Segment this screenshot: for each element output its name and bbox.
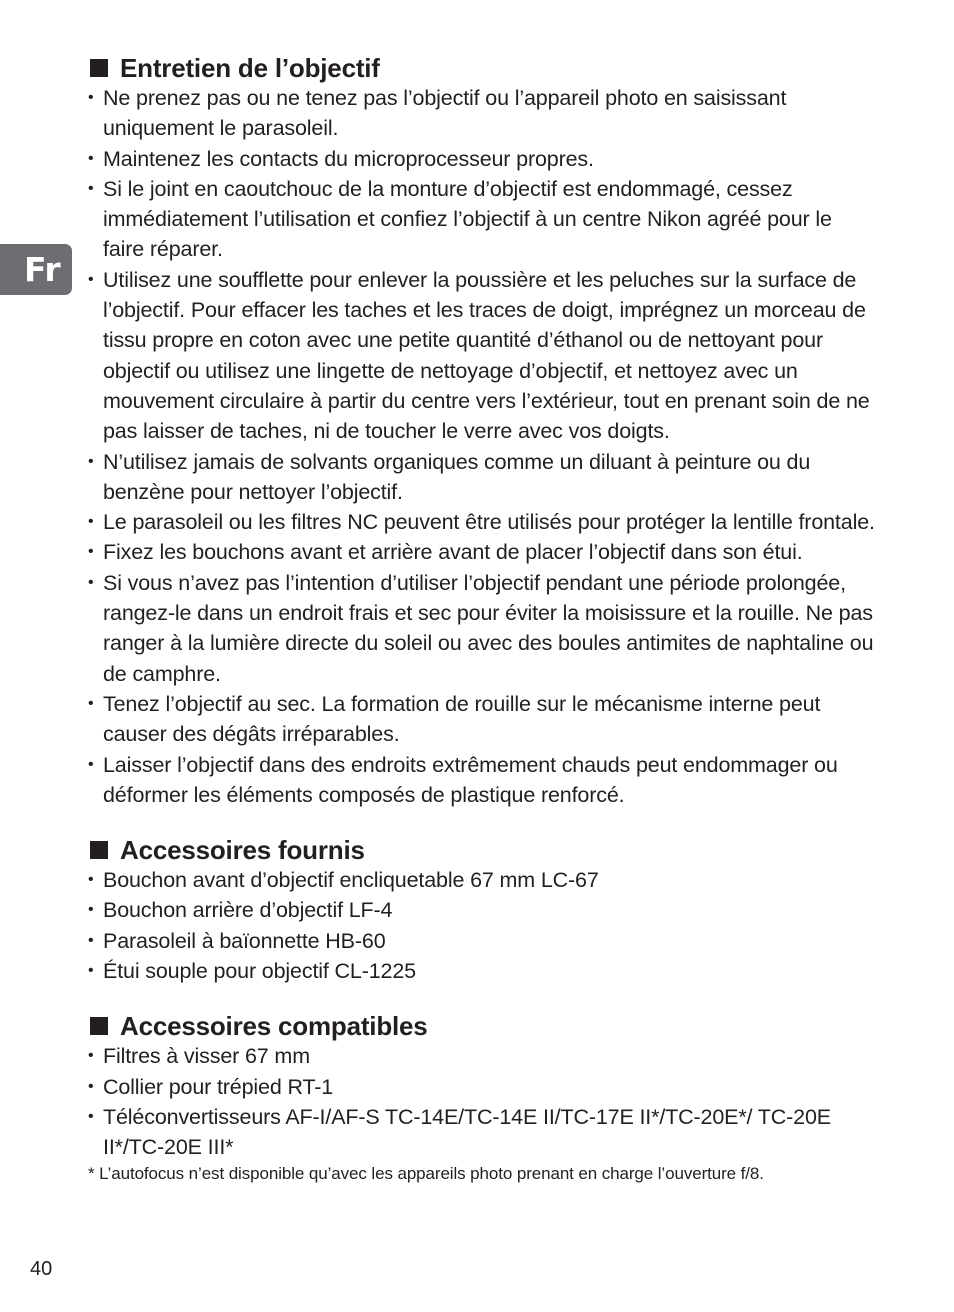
list-item: • Parasoleil à baïonnette HB-60: [88, 926, 878, 956]
section-lens-maintenance: [88, 52, 878, 810]
list-item: • Bouchon arrière d’objectif LF-4: [88, 895, 878, 925]
list-item: • Filtres à visser 67 mm: [88, 1041, 878, 1071]
page-number: 40: [30, 1258, 53, 1280]
supplied-accessories-list: [88, 865, 878, 986]
square-bullet-icon: [90, 841, 108, 859]
footnote: * L’autofocus n’est disponible qu’avec les appareils photo prenant en charge l’ouverture f/8.: [88, 1163, 764, 1183]
list-item: • Le parasoleil ou les filtres NC peuvent être utilisés pour protéger la lentille frontale.: [88, 507, 878, 537]
list-item: • Si vous n’avez pas l’intention d’utiliser l’objectif pendant une période prolongée, rangez-le dans un endroit frais et sec pour éviter la moisissure et la rouille. Ne pas ranger à la lumière directe du soleil ou avec des boules antimites de naphtaline ou de camphre.: [88, 568, 878, 689]
section-supplied-accessories: [88, 834, 878, 986]
list-item: • Utilisez une soufflette pour enlever la poussière et les peluches sur la surface de l’objectif. Pour effacer les taches et les traces de doigt, imprégnez un morceau de tissu propre en coton avec une petite quantité d’éthanol ou de nettoyant pour objectif ou utilisez une lingette de nettoyage d’objectif, et nettoyez avec un mouvement circulaire à partir du centre vers l’extérieur, tout en prenant soin de ne pas laisser de taches, ni de toucher le verre avec vos doigts.: [88, 265, 878, 447]
list-item: • Ne prenez pas ou ne tenez pas l’objectif ou l’appareil photo en saisissant uniquement le parasoleil.: [88, 83, 878, 144]
section-title: Entretien de l’objectif: [120, 53, 380, 83]
compatible-accessories-list: [88, 1041, 878, 1162]
section-heading: [88, 52, 878, 84]
section-title: Accessoires fournis: [120, 835, 365, 866]
list-item: • Étui souple pour objectif CL-1225: [88, 956, 878, 986]
page-content: [88, 52, 878, 1210]
list-item: • N’utilisez jamais de solvants organiques comme un diluant à peinture ou du benzène pour nettoyer l’objectif.: [88, 447, 878, 508]
square-bullet-icon: [90, 59, 108, 77]
list-item: • Maintenez les contacts du microprocesseur propres.: [88, 144, 878, 174]
list-item: • Téléconvertisseurs AF-I/AF-S TC-14E/TC-14E II/TC-17E II*/TC-20E*/ TC-20E II*/TC-20E III*: [88, 1102, 878, 1163]
maintenance-list: [88, 83, 878, 810]
list-item: • Laisser l’objectif dans des endroits extrêmement chauds peut endommager ou déformer les éléments composés de plastique renforcé.: [88, 750, 878, 811]
section-title: Accessoires compatibles: [120, 1011, 428, 1042]
list-item: • Tenez l’objectif au sec. La formation de rouille sur le mécanisme interne peut causer des dégâts irréparables.: [88, 689, 878, 750]
list-item: • Collier pour trépied RT-1: [88, 1072, 878, 1102]
list-item: • Bouchon avant d’objectif encliquetable 67 mm LC-67: [88, 865, 878, 895]
list-item: • Fixez les bouchons avant et arrière avant de placer l’objectif dans son étui.: [88, 537, 878, 567]
section-heading: [88, 1010, 878, 1042]
language-tab: Fr: [0, 244, 72, 295]
square-bullet-icon: [90, 1017, 108, 1035]
section-heading: [88, 834, 878, 866]
section-compatible-accessories: [88, 1010, 878, 1185]
list-item: • Si le joint en caoutchouc de la monture d’objectif est endommagé, cessez immédiatement l’utilisation et confiez l’objectif à un centre Nikon agréé pour le faire réparer.: [88, 174, 878, 265]
